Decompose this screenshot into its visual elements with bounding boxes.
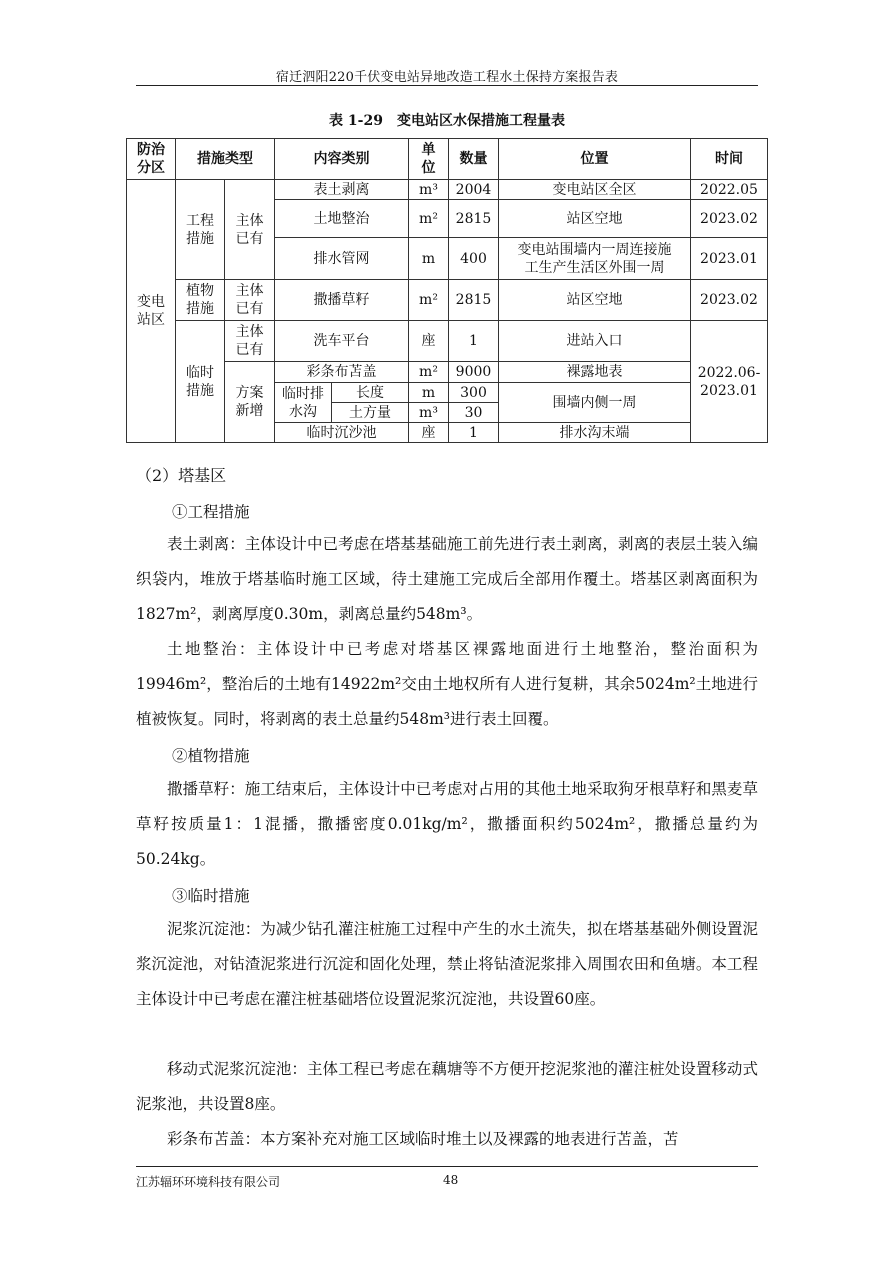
content-cell: 临时沉沙池 [275, 423, 409, 443]
paragraph-land-grading: 土地整治：主体设计中已考虑对塔基区裸露地面进行土地整治，整治面积为19946m²，整治后的土地有14922m²交由土地权所有人进行复耕，其余5024m²土地进行植被恢复。同时，将剥离的表土总量约548m³进行表土回覆。 [136, 640, 758, 728]
location-cell: 进站入口 [499, 321, 691, 362]
measures-quantity-table [126, 138, 768, 443]
content-cell: 排水管网 [275, 238, 409, 280]
content-cell: 土地整治 [275, 200, 409, 238]
header-zone: 防治 分区 [127, 139, 176, 180]
subtype-existing: 主体 已有 [225, 180, 275, 280]
paragraph-tarp-cover: 彩条布苫盖：本方案补充对施工区域临时堆土以及裸露的地表进行苫盖，苫 [167, 1130, 679, 1148]
table-header-row [127, 139, 768, 180]
section-heading: （2）塔基区 [136, 466, 227, 485]
header-content: 内容类别 [275, 139, 409, 180]
quantity-cell: 2815 [449, 280, 499, 321]
paragraph-mobile-mud-pool: 移动式泥浆沉淀池：主体工程已考虑在藕塘等不方便开挖泥浆池的灌注桩处设置移动式泥浆池，共设置8座。 [136, 1060, 758, 1113]
location-cell: 站区空地 [499, 200, 691, 238]
content-cell: 彩条布苫盖 [275, 362, 409, 383]
header-rule [136, 85, 758, 86]
time-cell: 2023.01 [691, 238, 768, 280]
header-time: 时间 [691, 139, 768, 180]
location-cell: 裸露地表 [499, 362, 691, 383]
unit-cell: m³ [409, 180, 449, 200]
table-row [127, 321, 768, 362]
time-cell-temporary: 2022.06- 2023.01 [691, 321, 768, 443]
paragraph-topsoil: 表土剥离：主体设计中已考虑在塔基基础施工前先进行表土剥离，剥离的表层土装入编织袋内，堆放于塔基临时施工区域，待土建施工完成后全部用作覆土。塔基区剥离面积为1827m²，剥离厚度0.30m，剥离总量约548m³。 [136, 535, 758, 623]
paragraph-mud-pool: 泥浆沉淀池：为减少钻孔灌注桩施工过程中产生的水土流失，拟在塔基基础外侧设置泥浆沉淀池，对钻渣泥浆进行沉淀和固化处理，禁止将钻渣泥浆排入周围农田和鱼塘。本工程主体设计中已考虑在灌注桩基础塔位设置泥浆沉淀池，共设置60座。 [136, 920, 758, 1008]
header-unit: 单 位 [409, 139, 449, 180]
header-measure-type: 措施类型 [176, 139, 275, 180]
zone-cell: 变电 站区 [127, 180, 176, 443]
time-cell: 2023.02 [691, 280, 768, 321]
quantity-cell: 1 [449, 423, 499, 443]
footer-company: 江苏辐环环境科技有限公司 [136, 1175, 281, 1189]
header-location: 位置 [499, 139, 691, 180]
location-cell: 变电站区全区 [499, 180, 691, 200]
quantity-cell: 2004 [449, 180, 499, 200]
paragraph-seeding: 撒播草籽：施工结束后，主体设计中已考虑对占用的其他土地采取狗牙根草籽和黑麦草草籽按质量1：1混播，撒播密度0.01kg/m²，撒播面积约5024m²，撒播总量约为50.24kg。 [136, 780, 758, 868]
unit-cell: m² [409, 280, 449, 321]
quantity-cell: 30 [449, 403, 499, 423]
page-number: 48 [443, 1173, 459, 1187]
group-plant: 植物 措施 [176, 280, 225, 321]
group-engineering: 工程 措施 [176, 180, 225, 280]
unit-cell: 座 [409, 423, 449, 443]
table-caption: 表 1-29 变电站区水保措施工程量表 [329, 113, 565, 129]
quantity-cell: 400 [449, 238, 499, 280]
header-quantity: 数量 [449, 139, 499, 180]
quantity-cell: 2815 [449, 200, 499, 238]
unit-cell: m² [409, 200, 449, 238]
group-temporary: 临时 措施 [176, 321, 225, 443]
quantity-cell: 9000 [449, 362, 499, 383]
subtype-existing: 主体 已有 [225, 321, 275, 362]
content-cell: 长度 [332, 383, 409, 403]
time-cell: 2022.05 [691, 180, 768, 200]
content-cell: 土方量 [332, 403, 409, 423]
subtype-existing: 主体 已有 [225, 280, 275, 321]
subsection-heading: ③临时措施 [172, 887, 250, 905]
table-row [127, 180, 768, 200]
quantity-cell: 1 [449, 321, 499, 362]
quantity-cell: 300 [449, 383, 499, 403]
content-cell: 撒播草籽 [275, 280, 409, 321]
time-cell: 2023.02 [691, 200, 768, 238]
location-cell: 围墙内侧一周 [499, 383, 691, 423]
unit-cell: m³ [409, 403, 449, 423]
unit-cell: m [409, 238, 449, 280]
table-row [127, 280, 768, 321]
location-cell: 站区空地 [499, 280, 691, 321]
footer-rule [136, 1166, 758, 1167]
unit-cell: m² [409, 362, 449, 383]
subsection-heading: ①工程措施 [172, 503, 250, 521]
location-cell: 排水沟末端 [499, 423, 691, 443]
location-cell: 变电站围墙内一周连接施 工生产生活区外围一周 [499, 238, 691, 280]
subtype-new: 方案 新增 [225, 362, 275, 443]
content-cell: 洗车平台 [275, 321, 409, 362]
document-header: 宿迁泗阳220千伏变电站异地改造工程水土保持方案报告表 [275, 70, 619, 85]
subsection-heading: ②植物措施 [172, 747, 250, 765]
unit-cell: m [409, 383, 449, 403]
unit-cell: 座 [409, 321, 449, 362]
content-cell: 表土剥离 [275, 180, 409, 200]
ditch-label: 临时排 水沟 [275, 383, 332, 423]
